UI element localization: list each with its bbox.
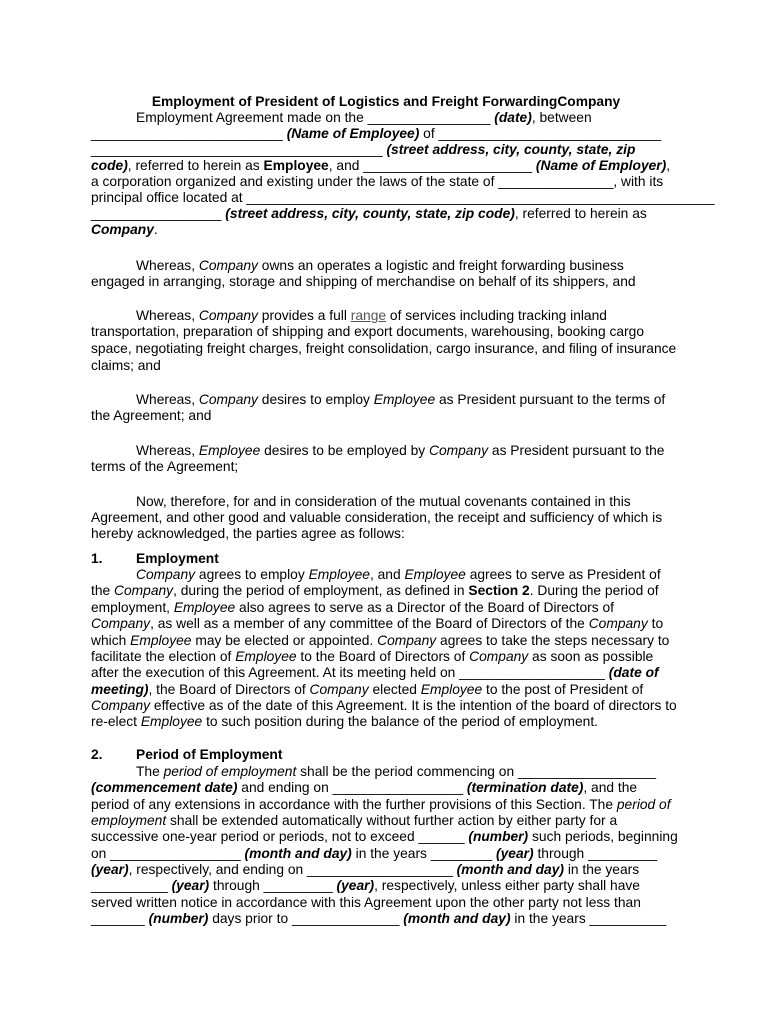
intro-line-7: _________________ (street address, city, county, state, zip code), referred to herein as [91,206,647,221]
now-line-3: hereby acknowledged, the parties agree as follows: [91,526,405,541]
range-link[interactable]: range [350,308,387,323]
section1-line-5: which Employee may be elected or appointed. Company agrees to take the steps necessary to [91,633,670,648]
section2-line-7: (year), respectively, and ending on ___________________ (month and day) in the years [91,862,640,877]
section1-number: 1. [91,551,103,566]
section2-line-5: successive one-year period or periods, not to exceed ______ (number) such periods, beginning [91,829,678,844]
whereas4-line-1: Whereas, Employee desires to be employed by Company as President pursuant to the [136,443,665,458]
intro-line-2: _________________________ (Name of Employee) of _____________________________ [91,126,662,141]
whereas2-line-2: transportation, preparation of shipping and export documents, warehousing, booking cargo [91,324,644,339]
section1-line-9: Company effective as of the date of this Agreement. It is the intention of the board of directors to [91,698,677,713]
whereas3-line-1: Whereas, Company desires to employ Employee as President pursuant to the terms of [136,392,666,407]
whereas1-line-1: Whereas, Company owns an operates a logistic and freight forwarding business [136,258,624,273]
section2-line-6: on _________________ (month and day) in the years ________ (year) through _________ [91,846,658,861]
intro-line-3: ______________________________________ (street address, city, county, state, zip [91,142,636,157]
section1-line-8: meeting), the Board of Directors of Company elected Employee to the post of President of [91,682,644,697]
now-line-1: Now, therefore, for and in consideration of the mutual covenants contained in this [136,494,631,509]
section2-line-8: __________ (year) through _________ (year), respectively, unless either party shall have [91,878,640,893]
section1-line-3: employment, Employee also agrees to serve as a Director of the Board of Directors of [91,600,615,615]
intro-line-8: Company. [91,222,158,237]
section2-line-4: employment shall be extended automatically without further action by either party for a [91,813,618,828]
now-line-2: Agreement, and other good and valuable consideration, the receipt and sufficiency of which is [91,510,663,525]
whereas1-line-2: engaged in arranging, storage and shipping of merchandise on behalf of its shippers, and [91,274,636,289]
intro-line-5: a corporation organized and existing under the laws of the state of _______________, with its [91,174,664,189]
document-title: Employment of President of Logistics and Freight ForwardingCompany [151,94,621,109]
intro-line-6: principal office located at _____________________________________________________________ [91,190,715,205]
whereas2-line-3: space, negotiating freight charges, freight consolidation, cargo insurance, and filing of insurance [91,341,677,356]
section1-heading: Employment [136,551,219,566]
section2-line-1: The period of employment shall be the period commencing on __________________ [136,764,657,779]
section2-line-10: _______ (number) days prior to ______________ (month and day) in the years __________ [91,911,667,926]
section2-heading: Period of Employment [136,747,283,762]
section1-line-4: Company, as well as a member of any committee of the Board of Directors of the Company to [91,616,664,631]
section1-line-7: after the execution of this Agreement. At its meeting held on ___________________ (date of [91,665,659,680]
whereas3-line-2: the Agreement; and [91,408,212,423]
section2-line-3: period of any extensions in accordance with the further provisions of this Section. The period of [91,797,671,812]
section2-line-2: (commencement date) and ending on _________________ (termination date), and the [91,780,638,795]
whereas2-line-1: Whereas, Company provides a full range of services including tracking inland [136,308,607,323]
intro-line-4: code), referred to herein as Employee, and ______________________ (Name of Employer), [91,158,671,173]
section1-line-1: Company agrees to employ Employee, and Employee agrees to serve as President of [136,567,661,582]
section1-line-6: facilitate the election of Employee to the Board of Directors of Company as soon as possible [91,649,654,664]
section1-line-2: the Company, during the period of employment, as defined in Section 2. During the period of [91,583,659,598]
whereas2-line-4: claims; and [91,358,161,373]
intro-line-1: Employment Agreement made on the ________________ (date), between [136,110,592,125]
section2-line-9: served written notice in accordance with this Agreement upon the other party not less than [91,895,641,910]
section2-number: 2. [91,747,103,762]
whereas4-line-2: terms of the Agreement; [91,459,239,474]
section1-line-10: re-elect Employee to such position during the balance of the period of employment. [91,714,598,729]
